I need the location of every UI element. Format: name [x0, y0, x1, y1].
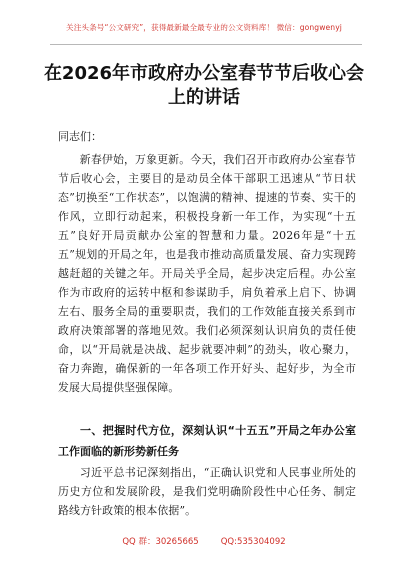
footer-contact [0, 535, 408, 547]
footer-qq-group: QQ 群：30265665 [122, 537, 199, 547]
section-heading-1: 一、把握时代方位，深刻认识“十五五”开局之年办公室工作面临的新形势新任务 [58, 424, 356, 458]
document-title: 在2026年市政府办公室春节节后收心会上的讲话 [43, 63, 365, 108]
salutation: 同志们： [58, 130, 102, 143]
header-banner: 关注头条号“公文研究”，获得最新最全最专业的公文资料库！ 微信：gongwenyj [66, 23, 342, 32]
footer-qq-number: QQ:535304092 [220, 537, 286, 547]
body-paragraph-1: 新春伊始，万象更新。今天，我们召开市政府办公室春节节后收心会，主要目的是动员全体干部职工迅速从“节日状态”切换至“工作状态”，以饱满的精神、提速的节奏、实干的作风，立即行动起来，积极投身新一年工作，为实现“十五五”良好开局贡献办公室的智慧和力量。2026年是“十五五”规划的开局之年，也是我市推动高质量发展、奋力实现跨越赶超的关键之年。开局关乎全局，起步决定后程。办公室作为市政府的运转中枢和参谋助手，肩负着承上启下、协调左右、服务全局的重要职责，我们的工作效能直接关系到市政府决策部署的落地见效。我们必须深刻认识肩负的责任使命，以“开局就是决战、起步就要冲刺”的劲头，收心聚力，奋力奔跑，确保新的一年各项工作开好头、起好步，为全市发展大局提供坚强保障。 [58, 153, 356, 394]
body-paragraph-2: 习近平总书记深刻指出，“正确认识党和人民事业所处的历史方位和发展阶段，是我们党明确阶段性中心任务、制定路线方针政策的根本依据”。 [58, 466, 356, 517]
header-divider [50, 44, 362, 45]
